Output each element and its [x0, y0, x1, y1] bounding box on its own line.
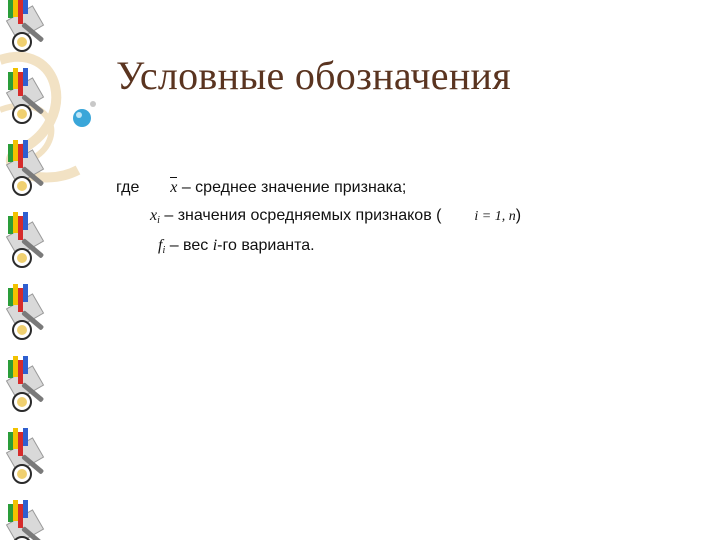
small-dot-decor: [90, 101, 96, 107]
fi-symbol: f: [158, 237, 163, 254]
colored-bars-icon: [8, 216, 13, 234]
colored-bars-icon: [13, 428, 18, 449]
colored-bars-icon: [13, 140, 18, 161]
index-range: i = 1, n: [474, 209, 516, 224]
colored-bars-icon: [13, 68, 18, 89]
definition-line-3: $f_i$ – вес i-го варианта.: [158, 237, 315, 256]
colored-bars-icon: [8, 72, 13, 90]
colored-bars-icon: [13, 0, 18, 17]
line-1-text: – среднее значение признака;: [181, 179, 407, 196]
i-symbol: i: [212, 237, 218, 254]
colored-bars-icon: [18, 432, 23, 456]
colored-bars-icon: [18, 72, 23, 96]
colored-bars-icon: [23, 68, 28, 86]
colored-bars-icon: [18, 144, 23, 168]
gauge-face: [17, 37, 27, 47]
colored-bars-icon: [23, 428, 28, 446]
colored-bars-icon: [18, 288, 23, 312]
colored-bars-icon: [23, 284, 28, 302]
decor-art: [0, 0, 110, 540]
colored-bars-icon: [8, 0, 13, 18]
colored-bars-icon: [23, 212, 28, 230]
colored-bars-icon: [13, 500, 18, 521]
mean-symbol: x: [170, 179, 178, 196]
gauge-face: [17, 109, 27, 119]
colored-bars-icon: [23, 140, 28, 158]
orb-decor: [73, 109, 91, 127]
close-paren: ): [515, 207, 522, 224]
line-3-text-a: – вес: [169, 237, 213, 254]
colored-bars-icon: [18, 0, 23, 24]
gauge-face: [17, 397, 27, 407]
colored-bars-icon: [8, 504, 13, 522]
gauge-face: [17, 181, 27, 191]
colored-bars-icon: [18, 360, 23, 384]
line-2-text: – значения осредняемых признаков (: [164, 207, 442, 224]
colored-bars-icon: [13, 356, 18, 377]
definition-line-2: $x_i$ – значения осредняемых признаков ( i = 1, n): [150, 207, 522, 226]
line-3-text-b: -го варианта.: [217, 237, 315, 254]
colored-bars-icon: [13, 212, 18, 233]
colored-bars-icon: [8, 288, 13, 306]
colored-bars-icon: [18, 504, 23, 528]
decorative-left-strip: [0, 0, 80, 540]
colored-bars-icon: [18, 216, 23, 240]
gauge-face: [17, 253, 27, 263]
slide-title: Условные обозначения: [116, 53, 511, 98]
gauge-face: [17, 325, 27, 335]
colored-bars-icon: [23, 500, 28, 518]
gauge-face: [17, 469, 27, 479]
definition-line-1: [116, 179, 406, 197]
orb-highlight: [76, 112, 82, 118]
colored-bars-icon: [13, 284, 18, 305]
colored-bars-icon: [8, 432, 13, 450]
colored-bars-icon: [8, 360, 13, 378]
colored-bars-icon: [8, 144, 13, 162]
where-word: где: [116, 179, 140, 196]
xi-symbol: x: [150, 207, 158, 224]
colored-bars-icon: [23, 356, 28, 374]
colored-bars-icon: [23, 0, 28, 14]
